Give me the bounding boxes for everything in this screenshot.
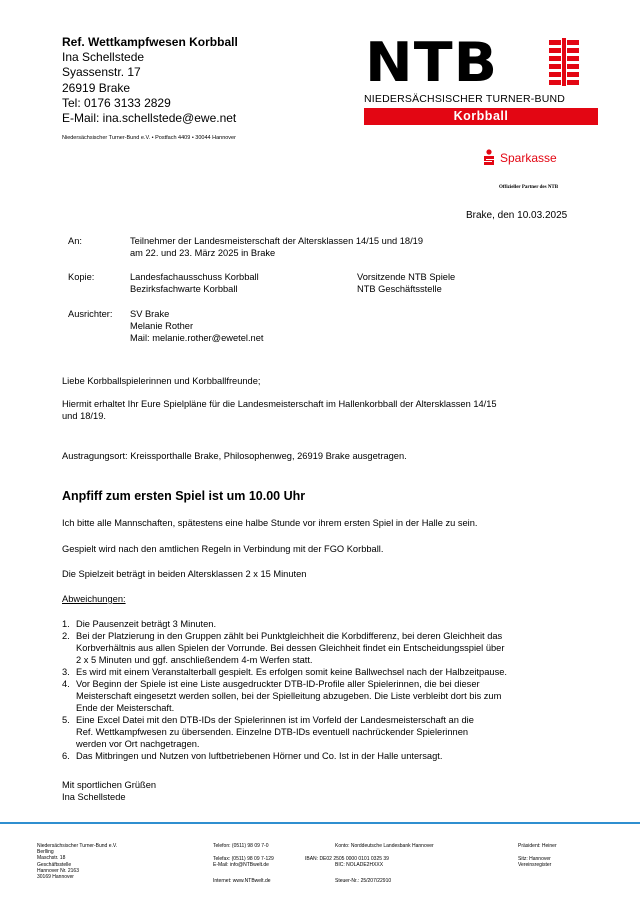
footer-fax: Telefax: (0511) 98 09 7-129	[213, 856, 274, 862]
list-number: 6.	[62, 751, 70, 761]
kickoff-heading: Anpfiff zum ersten Spiel ist um 10.00 Uhr	[62, 489, 306, 503]
intro-paragraph	[62, 398, 497, 422]
list-number: 4.	[62, 679, 70, 689]
ntb-logo-text: NTB	[365, 31, 499, 95]
sender-city: 26919 Brake	[62, 80, 131, 95]
sponsor-partner-line: Offizieller Partner des NTB	[499, 185, 559, 190]
list-item-line: werden vor Ort nachgetragen.	[76, 739, 200, 749]
rules-paragraph: Gespielt wird nach den amtlichen Regeln in Verbindung mit der FGO Korbball.	[62, 544, 384, 554]
footer-line: Berlling	[37, 849, 54, 856]
kopie-entry: Landesfachausschuss Korbball	[130, 272, 259, 282]
sender-street: Syassenstr. 17	[62, 65, 141, 80]
paragraph-line: Hiermit erhaltet Ihr Eure Spielpläne für die Landesmeisterschaft im Hallenkorbball der Altersklassen 14/15	[62, 399, 497, 409]
list-number: 1.	[62, 619, 70, 629]
footer-web: Internet: www.NTBwelt.de	[213, 878, 271, 884]
closing-line: Mit sportlichen Grüßen	[62, 780, 157, 790]
korbball-banner: Korbball	[364, 108, 598, 125]
list-item-line: Ende der Meisterschaft.	[76, 703, 175, 713]
footer-steuer: Steuer-Nr.: 25/207/22910	[335, 878, 392, 884]
footer-line: Vereinsregister	[518, 862, 552, 869]
return-address-line: Niedersächsischer Turner-Bund e.V. • Postfach 4409 • 30044 Hannover	[62, 135, 236, 141]
sender-email: E-Mail: ina.schellstede@ewe.net	[62, 111, 237, 126]
sender-title: Ref. Wettkampfwesen Korbball	[62, 35, 238, 49]
list-number: 3.	[62, 667, 70, 677]
list-item-line: Das Mitbringen und Nutzen von luftbetriebenen Hörner und Co. Ist in der Halle untersagt.	[76, 751, 443, 761]
ausrichter-entry: Melanie Rother	[130, 321, 194, 331]
kopie-entry: Bezirksfachwarte Korbball	[130, 284, 238, 294]
footer-mail: E-Mail: info@NTBwelt.de	[213, 862, 269, 868]
an-line: am 22. und 23. März 2025 in Brake	[130, 248, 276, 258]
signature-name: Ina Schellstede	[62, 792, 126, 802]
venue-line: Austragungsort: Kreissporthalle Brake, Philosophenweg, 26919 Brake ausgetragen.	[62, 451, 407, 461]
kopie-entry: NTB Geschäftsstelle	[357, 284, 442, 294]
footer-line: 30169 Hannover	[37, 874, 74, 881]
paragraph-line: und 18/19.	[62, 411, 106, 421]
letter-date: Brake, den 10.03.2025	[466, 210, 568, 221]
footer-sitz	[518, 856, 551, 868]
playtime-paragraph: Die Spielzeit beträgt in beiden Altersklassen 2 x 15 Minuten	[62, 569, 307, 579]
list-item-line: Vor Beginn der Spiele ist eine Liste ausgedruckter DTB-ID-Profile aller Spielerinnen, die bei dieser	[76, 679, 480, 689]
sender-name: Ina Schellstede	[62, 50, 145, 65]
footer-address	[37, 843, 117, 880]
list-item-line: Es wird mit einem Veranstalterball gespielt. Es erfolgen somit keine Ballwechsel nach der Halbzeitpause.	[76, 667, 507, 677]
ausrichter-entry: Mail: melanie.rother@ewetel.net	[130, 333, 264, 343]
list-number: 5.	[62, 715, 70, 725]
list-item	[62, 630, 574, 666]
footer-line: Geschäftsstelle	[37, 861, 72, 868]
kopie-left	[130, 271, 259, 295]
sparkasse-logo-icon	[483, 149, 495, 165]
footer-line: Sitz: Hannover	[518, 856, 551, 862]
deviations-list	[62, 618, 574, 762]
ntb-subtitle: NIEDERSÄCHSISCHER TURNER-BUND	[364, 93, 566, 105]
list-item-line: Meisterschaft eingesetzt werden sollen, bei der Spielleitung abzugeben. Die Liste verbleibt dort bis zum	[76, 691, 502, 701]
list-item-line: 2 x 5 Minuten und ggf. anschließendem 4-m Werfen statt.	[76, 655, 313, 665]
an-recipients	[130, 235, 423, 259]
sender-phone: Tel: 0176 3133 2829	[62, 95, 171, 110]
greeting: Liebe Korbballspielerinnen und Korbballfreunde;	[62, 376, 261, 386]
list-item	[62, 666, 574, 678]
kopie-right	[357, 271, 455, 295]
closing-block	[62, 779, 156, 803]
footer-tel: Telefon: (0511) 98 09 7-0	[213, 843, 269, 849]
kopie-label: Kopie:	[68, 272, 95, 282]
sponsor-name: Sparkasse	[500, 151, 557, 165]
footer-iban: IBAN: DE02 2505 0000 0101 0325 39	[305, 856, 389, 862]
footer-konto: Konto: Norddeutsche Landesbank Hannover	[335, 843, 434, 849]
footer-line: Maschstr. 18	[37, 855, 66, 862]
footer-line: Hannover Nr. 2163	[37, 867, 79, 874]
list-item-line: Bei der Platzierung in den Gruppen zählt bei Punktgleichheit die Korbdifferenz, bei deren Gleichheit das	[76, 631, 503, 641]
list-item-line: Eine Excel Datei mit den DTB-IDs der Spielerinnen ist im Vorfeld der Landesmeisterschaft an die	[76, 715, 474, 725]
arrival-paragraph: Ich bitte alle Mannschaften, spätestens eine halbe Stunde vor ihrem ersten Spiel in der Halle zu sein.	[62, 518, 478, 528]
footer-bic: BIC: NOLADE2HXXX	[335, 862, 384, 868]
ausrichter-label: Ausrichter:	[68, 309, 113, 319]
list-item	[62, 678, 574, 714]
list-item-line: Ref. Wettkampfwesen zu übersenden. Einzelne DTB-IDs eventuell nachrückender Spielerinnen	[76, 727, 469, 737]
list-item-line: Korbverhältnis aus allen Spielen der Vorrunde. Bei dessen Gleichheit findet ein Entscheidungsspiel über	[76, 643, 505, 653]
kopie-entry: Vorsitzende NTB Spiele	[357, 272, 456, 282]
an-label: An:	[68, 236, 82, 246]
footer-praesident: Präsident: Heiner	[518, 843, 557, 849]
list-item	[62, 750, 574, 762]
list-item	[62, 714, 574, 750]
sender-block	[62, 35, 238, 126]
ntb-emblem-icon	[549, 38, 581, 86]
list-item	[62, 618, 574, 630]
deviations-title: Abweichungen:	[62, 594, 126, 604]
footer-line: Niedersächsischer Turner-Bund e.V.	[37, 843, 118, 849]
an-line: Teilnehmer der Landesmeisterschaft der Altersklassen 14/15 und 18/19	[130, 236, 424, 246]
ausrichter-entry: SV Brake	[130, 309, 170, 319]
footer-divider	[0, 822, 640, 824]
list-number: 2.	[62, 631, 70, 641]
list-item-line: Die Pausenzeit beträgt 3 Minuten.	[76, 619, 217, 629]
ausrichter-block	[130, 308, 263, 344]
